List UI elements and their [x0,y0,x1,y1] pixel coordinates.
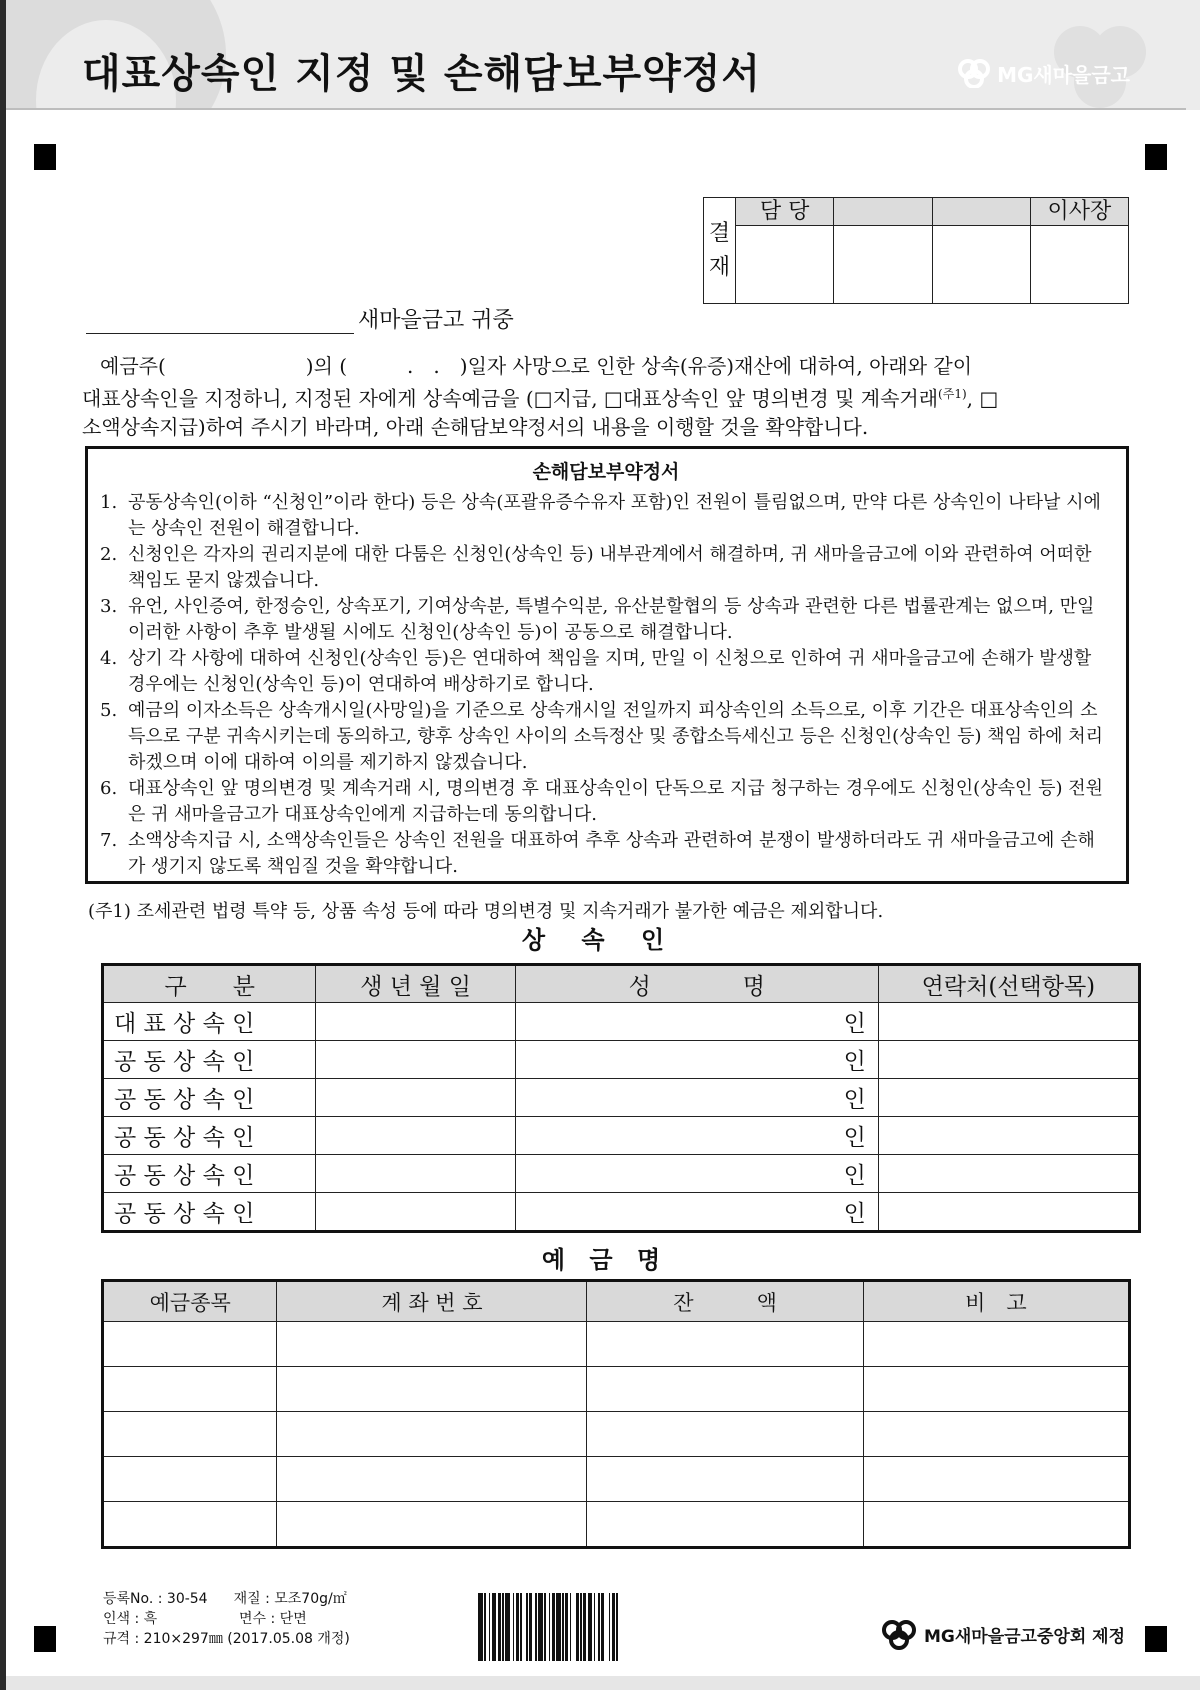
issuer-name: MG새마을금고중앙회 제정 [924,1626,1126,1647]
terms-item [100,698,1112,776]
contact-field[interactable] [878,1079,1139,1117]
birthdate-field[interactable] [316,1117,515,1155]
balance-field[interactable] [587,1322,863,1367]
footer-band [6,1676,1200,1690]
heir-role: 대 표 상 속 인 [103,1003,316,1041]
contact-field[interactable] [878,1041,1139,1079]
account-number-field[interactable] [277,1412,587,1457]
deposit-type-field[interactable] [103,1502,277,1548]
signature-field[interactable] [736,226,833,303]
mg-logo-icon [957,58,991,88]
print-color: 인색 : 흑 [103,1611,158,1627]
registration-mark [1145,1626,1167,1652]
terms-item [100,828,1112,880]
signature-field[interactable] [834,226,931,303]
intro-line: 대표상속인을 지정하니, 지정된 자에게 상속예금을 (□지급, □대표상속인 앞 명의변경 및 계속거래$^{(주1)}$, □ [82,386,999,411]
terms-item-text: 신청인은 각자의 권리지분에 대한 다툼은 신청인(상속인 등) 내부관계에서 해결하며, 귀 새마을금고에 이와 관련하여 어떠한 책임도 묻지 않겠습니다. [128,544,1092,591]
terms-box [85,446,1129,884]
terms-item-number: 5. [100,700,118,721]
remarks-field[interactable] [863,1457,1129,1502]
heirs-section-title: 상 속 인 [521,925,679,954]
paper-size: 규격 : 210×297㎜ (2017.05.08 개정) [103,1631,350,1647]
column-header: 잔 액 [587,1281,863,1322]
balance-field[interactable] [587,1367,863,1412]
approval-box [703,197,1129,304]
contact-field[interactable] [878,1117,1139,1155]
intro-paragraph [82,352,1130,441]
column-header: 비 고 [863,1281,1129,1322]
approval-column [834,198,932,303]
deposit-type-field[interactable] [103,1457,277,1502]
approval-column-header [933,198,1030,226]
terms-item-number: 7. [100,830,118,851]
deposits-section-title: 예 금 명 [541,1245,669,1274]
approval-column [1031,198,1128,303]
left-edge-bar [0,0,6,1690]
column-header: 성 명 [515,965,878,1003]
birthdate-field[interactable] [316,1193,515,1232]
approval-column [736,198,834,303]
header-divider [6,108,1186,110]
terms-item-text: 유언, 사인증여, 한정승인, 상속포기, 기여상속분, 특별수익분, 유산분할협의 등 상속과 관련한 다른 법률관계는 없으며, 만일 이러한 사항이 추후 발생될 시에도 신청인(상속인 등)이 공동으로 해결합니다. [128,596,1095,643]
balance-field[interactable] [587,1502,863,1548]
table-row [103,1322,1130,1367]
terms-item [100,594,1112,646]
page-sides: 면수 : 단면 [239,1611,307,1627]
remarks-field[interactable] [863,1322,1129,1367]
registration-number: 등록No. : 30-54 [103,1591,208,1607]
terms-item-text: 공동상속인(이하 “신청인”이라 한다) 등은 상속(포괄유증수유자 포함)인 전원이 틀림없으며, 만약 다른 상속인이 나타날 시에는 상속인 전원이 해결합니다. [128,492,1101,539]
name-seal-field[interactable]: 인 [515,1193,878,1232]
account-number-field[interactable] [277,1502,587,1548]
deposit-type-field[interactable] [103,1322,277,1367]
table-row [103,1003,1140,1041]
terms-item-text: 대표상속인 앞 명의변경 및 계속거래 시, 명의변경 후 대표상속인이 단독으로 지급 청구하는 경우에도 신청인(상속인 등) 전원은 귀 새마을금고가 대표상속인에게 지급하는데 동의합니다. [128,778,1103,825]
heir-role: 공 동 상 속 인 [103,1117,316,1155]
table-row [103,1193,1140,1232]
mg-logo-icon [880,1618,918,1650]
deposit-type-field[interactable] [103,1412,277,1457]
footer-brand [880,1618,1125,1650]
contact-field[interactable] [878,1003,1139,1041]
registration-mark [1145,144,1167,170]
heir-role: 공 동 상 속 인 [103,1041,316,1079]
terms-item-number: 4. [100,648,118,669]
name-seal-field[interactable]: 인 [515,1003,878,1041]
remarks-field[interactable] [863,1412,1129,1457]
name-seal-field[interactable]: 인 [515,1117,878,1155]
approval-side-label: 결 재 [704,198,736,303]
branch-name-field[interactable] [86,307,354,334]
column-header: 계 좌 번 호 [277,1281,587,1322]
table-row [103,1457,1130,1502]
birthdate-field[interactable] [316,1003,515,1041]
terms-item-number: 3. [100,596,118,617]
table-row [103,1155,1140,1193]
name-seal-field[interactable]: 인 [515,1079,878,1117]
terms-title: 손해담보부약정서 [532,461,680,483]
brand-name: MG새마을금고 [997,62,1130,87]
addressee [86,303,514,334]
approval-column-header: 담 당 [736,198,833,226]
name-seal-field[interactable]: 인 [515,1041,878,1079]
terms-item [100,490,1112,542]
signature-field[interactable] [933,226,1030,303]
registration-mark [34,1626,56,1652]
contact-field[interactable] [878,1155,1139,1193]
terms-item [100,542,1112,594]
table-row [103,1412,1130,1457]
terms-list [100,490,1112,880]
terms-item-number: 6. [100,778,118,799]
deposits-table [101,1279,1131,1549]
remarks-field[interactable] [863,1502,1129,1548]
birthdate-field[interactable] [316,1079,515,1117]
table-row [103,1117,1140,1155]
birthdate-field[interactable] [316,1041,515,1079]
account-number-field[interactable] [277,1322,587,1367]
addressee-suffix: 새마을금고 귀중 [358,308,514,333]
heir-role: 공 동 상 속 인 [103,1193,316,1232]
contact-field[interactable] [878,1193,1139,1232]
paper-material: 재질 : 모조70g/㎡ [233,1591,347,1607]
balance-field[interactable] [587,1412,863,1457]
terms-item [100,776,1112,828]
signature-field[interactable] [1031,226,1128,303]
column-header: 생 년 월 일 [316,965,515,1003]
barcode [478,1593,728,1661]
heirs-table [101,963,1141,1233]
approval-column-header: 이사장 [1031,198,1128,226]
page-title: 대표상속인 지정 및 손해담보부약정서 [82,51,762,97]
balance-field[interactable] [587,1457,863,1502]
approval-column [933,198,1031,303]
heir-role: 공 동 상 속 인 [103,1155,316,1193]
intro-line: 예금주( )의 ( . . )일자 사망으로 인한 상속(유증)재산에 대하여, 아래와 같이 [100,354,973,378]
approval-column-header [834,198,931,226]
table-row [103,1502,1130,1548]
column-header: 연락처(선택항목) [878,965,1139,1003]
intro-line: 소액상속지급)하여 주시기 바라며, 아래 손해담보약정서의 내용을 이행할 것을 확약합니다. [82,414,869,439]
terms-item-text: 소액상속지급 시, 소액상속인들은 상속인 전원을 대표하여 추후 상속과 관련하여 분쟁이 발생하더라도 귀 새마을금고에 손해가 생기지 않도록 책임질 것을 확약합니다. [128,830,1095,877]
account-number-field[interactable] [277,1457,587,1502]
terms-item-text: 상기 각 사항에 대하여 신청인(상속인 등)은 연대하여 책임을 지며, 만일 이 신청으로 인하여 귀 새마을금고에 손해가 발생할 경우에는 신청인(상속인 등)이 연대하여 배상하기로 합니다. [128,648,1092,695]
brand-logo [957,58,1130,88]
birthdate-field[interactable] [316,1155,515,1193]
registration-mark [34,144,56,170]
column-header: 구 분 [103,965,316,1003]
terms-item-text: 예금의 이자소득은 상속개시일(사망일)을 기준으로 상속개시일 전일까지 피상속인의 소득으로, 이후 기간은 대표상속인의 소득으로 구분 귀속시키는데 동의하고, 향후 상속인 사이의 소득정산 및 종합소득세신고 등은 신청인(상속인 등) 책임 하에 처리하겠으며 이에 대하여 이의를 제기하지 않겠습니다. [128,700,1103,773]
table-row [103,1079,1140,1117]
remarks-field[interactable] [863,1367,1129,1412]
column-header: 예금종목 [103,1281,277,1322]
heir-role: 공 동 상 속 인 [103,1079,316,1117]
form-spec [103,1589,350,1649]
table-row [103,1041,1140,1079]
barcode-bar [618,1593,623,1661]
terms-item-number: 2. [100,544,118,565]
table-row [103,1367,1130,1412]
deposit-type-field[interactable] [103,1367,277,1412]
account-number-field[interactable] [277,1367,587,1412]
terms-item [100,646,1112,698]
terms-item-number: 1. [100,492,118,513]
footnote: (주1) 조세관련 법령 특약 등, 상품 속성 등에 따라 명의변경 및 지속거래가 불가한 예금은 제외합니다. [88,901,884,922]
name-seal-field[interactable]: 인 [515,1155,878,1193]
